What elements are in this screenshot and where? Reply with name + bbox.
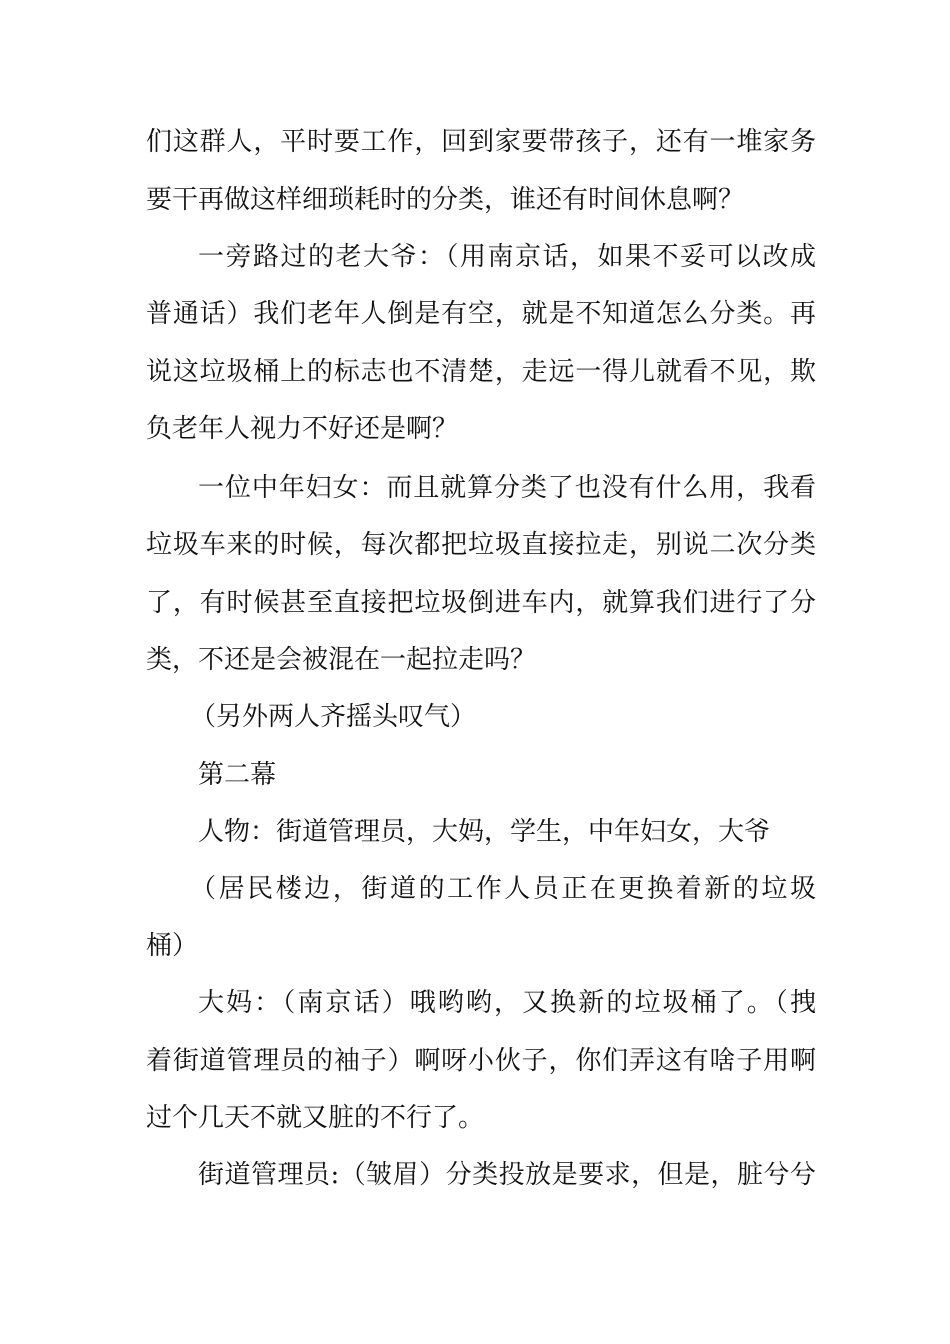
- characters-line: 人物：街道管理员，大妈，学生，中年妇女，大爷: [198, 817, 771, 847]
- text-line: 一旁路过的老大爷：（用南京话，如果不妥可以改成: [198, 242, 816, 272]
- scene-heading: 第二幕: [198, 760, 277, 790]
- text-line: 一位中年妇女：而且就算分类了也没有什么用，我看: [198, 473, 816, 503]
- text-line: 类，不还是会被混在一起拉走吗？: [146, 645, 537, 675]
- text-line: 普通话）我们老年人倒是有空，就是不知道怎么分类。再: [146, 299, 816, 329]
- text-line: 过个几天不就又脏的不行了。: [146, 1103, 485, 1133]
- text-line: 着街道管理员的袖子）啊呀小伙子，你们弄这有啥子用啊: [146, 1046, 816, 1076]
- text-line: 大妈：（南京话）哦哟哟，又换新的垃圾桶了。（拽: [198, 988, 816, 1018]
- text-line: 街道管理员:（皱眉）分类投放是要求，但是，脏兮兮: [198, 1160, 816, 1190]
- text-line: 垃圾车来的时候，每次都把垃圾直接拉走，别说二次分类: [146, 530, 816, 560]
- stage-direction: （居民楼边，街道的工作人员正在更换着新的垃圾: [190, 874, 816, 904]
- text-line: 们这群人，平时要工作，回到家要带孩子，还有一堆家务: [146, 127, 816, 157]
- text-line: 桶）: [146, 931, 199, 961]
- text-line: 负老年人视力不好还是啊？: [146, 414, 459, 444]
- text-line: 了，有时候甚至直接把垃圾倒进车内，就算我们进行了分: [146, 588, 816, 618]
- text-line: 说这垃圾桶上的标志也不清楚，走远一得儿就看不见，欺: [146, 357, 816, 387]
- stage-direction: （另外两人齐摇头叹气）: [190, 702, 477, 732]
- text-line: 要干再做这样细琐耗时的分类，谁还有时间休息啊？: [146, 185, 745, 215]
